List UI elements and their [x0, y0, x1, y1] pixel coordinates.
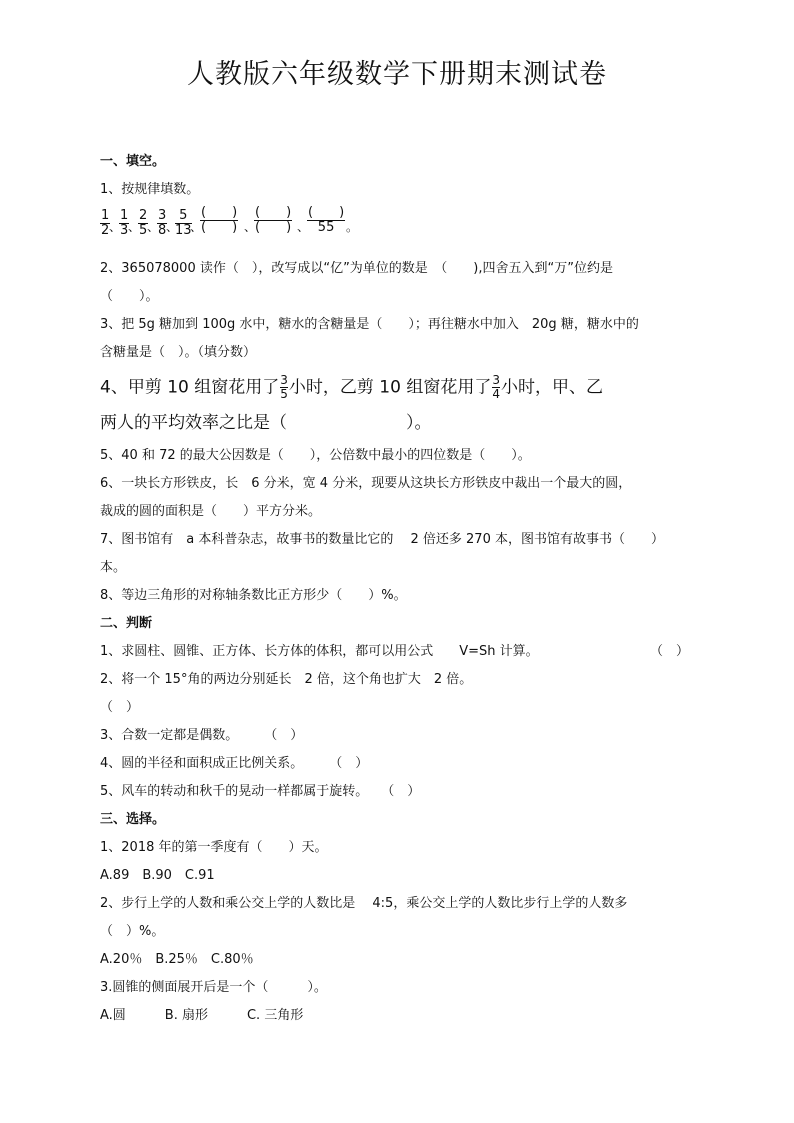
separator: 、 — [297, 220, 310, 234]
answer-blank-fraction[interactable]: ( ) ( ) — [201, 205, 238, 235]
question-fill-2: 2、365078000 读作（ ），改写成以“亿”为单位的数是 （ ),四舍五入到“万”位约是 — [100, 261, 613, 276]
judge-answer-blank[interactable]: （ ） — [100, 700, 140, 715]
question-judge-2: 2、将一个 15°角的两边分别延长 2 倍，这个角也扩大 2 倍。 — [100, 672, 473, 687]
fraction: 1 2 — [101, 208, 110, 238]
answer-blank-fraction[interactable]: ( ) ( ) — [255, 205, 292, 235]
judge-answer-blank[interactable]: （ ） — [650, 644, 690, 659]
question-fill-6: 6、一块长方形铁皮，长 6 分米，宽 4 分米，现要从这块长方形铁皮中裁出一个最大的圆， — [100, 476, 632, 491]
separator: 、 — [128, 220, 141, 234]
separator: 、 — [190, 220, 203, 234]
end-mark: 。 — [346, 220, 359, 234]
question-fill-3: 3、把 5g 糖加到 100g 水中，糖水的含糖量是（ ）；再往糖水中加入 20g 糖，糖水中的 — [100, 317, 639, 332]
question-fill-4: 4、甲剪 10 组窗花用了 $\frac{3}{5}$ 小时，乙剪 10 组窗花用了 $\frac{3}{4}$ 小时，甲、乙 — [100, 373, 603, 401]
separator: 、 — [147, 220, 160, 234]
question-fill-6-cont: 裁成的圆的面积是（ ）平方分米。 — [100, 504, 322, 519]
choose-3-options: A.圆 B. 扇形 C. 三角形 — [100, 1008, 304, 1023]
section-heading-fill: 一、填空。 — [100, 154, 166, 169]
question-choose-2-cont: （ ）%。 — [100, 924, 165, 939]
question-choose-1: 1、2018 年的第一季度有（ ）天。 — [100, 840, 328, 855]
fraction: 1 3 — [120, 208, 129, 238]
question-fill-3-cont: 含糖量是（ ）。（填分数） — [100, 345, 257, 360]
question-choose-3: 3.圆锥的侧面展开后是一个（ ）。 — [100, 980, 327, 995]
question-fill-4-cont: 两人的平均效率之比是（ ）。 — [100, 413, 432, 433]
separator: 、 — [109, 220, 122, 234]
choose-2-options: A.20％ B.25％ C.80％ — [100, 952, 254, 967]
question-judge-4: 4、圆的半径和面积成正比例关系。 （ ） — [100, 756, 369, 771]
choose-1-options: A.89 B.90 C.91 — [100, 868, 215, 883]
fraction: 3 8 — [158, 208, 167, 238]
section-heading-choose: 三、选择。 — [100, 812, 166, 827]
fraction: 5 13 — [175, 208, 192, 238]
fraction: $\frac{3}{5}$ — [280, 373, 288, 401]
section-heading-judge: 二、判断 — [100, 616, 153, 631]
question-fill-1: 1、按规律填数。 — [100, 182, 200, 197]
separator: 、 — [166, 220, 179, 234]
fraction: $\frac{3}{4}$ — [492, 373, 500, 401]
question-fill-7-cont: 本。 — [100, 560, 127, 575]
question-judge-1: 1、求圆柱、圆锥、正方体、长方体的体积，都可以用公式 V=Sh 计算。 — [100, 644, 539, 659]
question-judge-5: 5、风车的转动和秋千的晃动一样都属于旋转。 （ ） — [100, 784, 421, 799]
question-fill-7: 7、图书馆有 a 本科普杂志，故事书的数量比它的 2 倍还多 270 本，图书馆有故事书（ ） — [100, 532, 664, 547]
question-fill-8: 8、等边三角形的对称轴条数比正方形少（ ）%。 — [100, 588, 407, 603]
question-fill-2-cont: （ ）。 — [100, 289, 159, 304]
fraction: 2 5 — [139, 208, 148, 238]
question-fill-5: 5、40 和 72 的最大公因数是（ ），公倍数中最小的四位数是（ ）。 — [100, 448, 531, 463]
separator: 、 — [244, 220, 257, 234]
question-choose-2: 2、步行上学的人数和乘公交上学的人数比是 4:5，乘公交上学的人数比步行上学的人数多 — [100, 896, 628, 911]
answer-blank-fraction[interactable]: ( ) 55 — [308, 205, 345, 235]
question-judge-3: 3、合数一定都是偶数。 （ ） — [100, 728, 304, 743]
page-title: 人教版六年级数学下册期末测试卷 — [187, 59, 607, 90]
